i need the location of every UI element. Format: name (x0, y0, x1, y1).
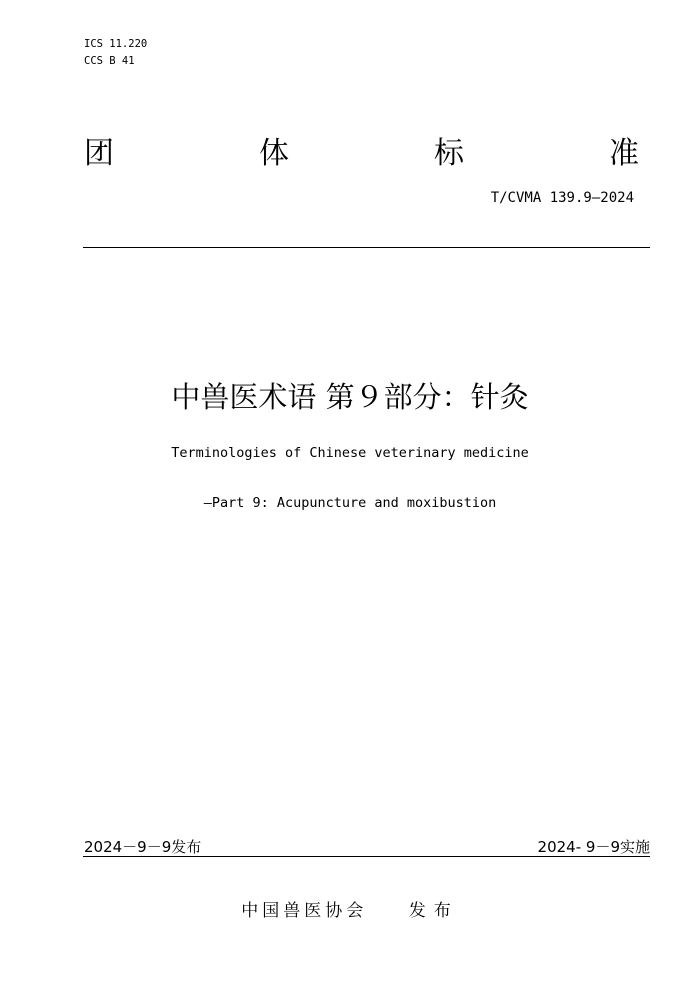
ccs-code: CCS B 41 (84, 55, 135, 67)
bottom-divider (83, 856, 650, 857)
implementation-date: 2024- 9－9实施 (537, 838, 650, 856)
document-title-zh: 中兽医术语 第９部分：针灸 (171, 380, 529, 414)
publisher-organization: 中国兽医协会 (241, 901, 368, 921)
standard-type-heading (84, 134, 639, 174)
publisher-line (0, 898, 700, 924)
standard-type-char-1: 团 (84, 136, 114, 171)
top-divider (83, 247, 650, 248)
standard-type-char-3: 标 (434, 136, 464, 171)
standard-number: T/CVMA 139.9—2024 (490, 190, 634, 206)
standard-type-char-2: 体 (259, 136, 289, 171)
ics-code: ICS 11.220 (84, 38, 148, 50)
classification-codes (84, 36, 147, 70)
standard-type-char-4: 准 (609, 136, 639, 171)
document-title-en-line1: Terminologies of Chinese veterinary medicine (171, 445, 529, 461)
date-line (84, 837, 650, 857)
publish-action: 发布 (408, 901, 459, 921)
document-title-en-line2: —Part 9: Acupuncture and moxibustion (203, 495, 497, 511)
issue-date: 2024－9－9发布 (84, 838, 202, 856)
